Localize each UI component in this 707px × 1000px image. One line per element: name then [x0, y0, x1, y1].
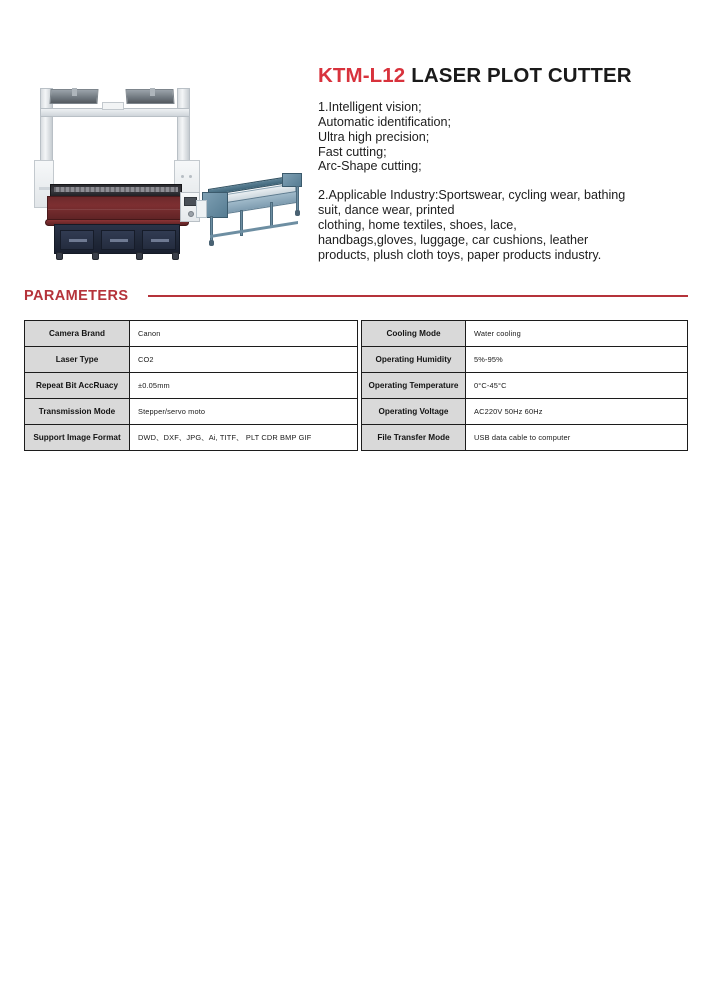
drawer-handle-icon [110, 239, 128, 242]
indicator-dot-icon [189, 175, 192, 178]
conveyor-crossbar-icon [210, 221, 298, 238]
product-images [0, 55, 310, 260]
camera-housing-icon [102, 102, 124, 110]
conveyor-leg-icon [296, 186, 299, 212]
spec-column-left [24, 320, 358, 450]
feature-line: products, plush cloth toys, paper products industry. [318, 248, 602, 263]
specifications-table [24, 320, 688, 450]
spec-label: Camera Brand [24, 320, 130, 347]
spec-label: File Transfer Mode [361, 424, 466, 451]
spec-label: Operating Humidity [361, 346, 466, 373]
drawer-icon [142, 230, 176, 250]
base-cabinet-icon [54, 224, 180, 254]
spec-label: Operating Voltage [361, 398, 466, 425]
product-info [318, 65, 698, 263]
conveyor-control-box-icon [196, 200, 207, 218]
section-divider [148, 295, 688, 297]
spec-value: CO2 [130, 346, 358, 373]
spec-column-right [358, 320, 688, 450]
caster-icon [56, 252, 63, 260]
indicator-dot-icon [181, 175, 184, 178]
spec-value: Water cooling [466, 320, 688, 347]
table-row [358, 320, 688, 347]
feature-list-primary [318, 100, 698, 175]
conveyor-caster-icon [295, 210, 300, 216]
laser-plot-cutter-photo [34, 88, 200, 240]
parameters-header [24, 286, 688, 306]
product-name: LASER PLOT CUTTER [411, 64, 632, 87]
feature-list-applications [318, 188, 698, 263]
table-row [358, 346, 688, 373]
spec-value: USB data cable to computer [466, 424, 688, 451]
conveyor-tail-unit-icon [282, 173, 302, 187]
product-code: KTM-L12 [318, 64, 406, 87]
table-row [358, 424, 688, 451]
spec-label: Laser Type [24, 346, 130, 373]
table-row [358, 372, 688, 399]
feature-line: clothing, home textiles, shoes, lace, [318, 218, 517, 233]
spec-value: 5%-95% [466, 346, 688, 373]
drawer-handle-icon [151, 239, 169, 242]
drawer-handle-icon [69, 239, 87, 242]
table-row [24, 372, 358, 399]
lamp-mount-right-icon [150, 88, 155, 96]
drawer-icon [101, 230, 135, 250]
spec-label: Transmission Mode [24, 398, 130, 425]
feature-line: Fast cutting; [318, 144, 387, 159]
feature-line: 1.Intelligent vision; [318, 99, 422, 114]
conveyor-feeder-photo [196, 140, 310, 245]
table-row [358, 398, 688, 425]
parameters-section [24, 286, 688, 306]
table-row [24, 424, 358, 451]
caster-icon [136, 252, 143, 260]
spec-value: DWD、DXF、JPG、Ai, TITF、 PLT CDR BMP GIF [130, 424, 358, 451]
spec-value: Stepper/servo moto [130, 398, 358, 425]
spec-value: Canon [130, 320, 358, 347]
feature-line: Arc-Shape cutting; [318, 159, 422, 174]
page-title [318, 65, 698, 88]
feature-line: handbags,gloves, luggage, car cushions, leather [318, 233, 589, 248]
spec-label: Support Image Format [24, 424, 130, 451]
spec-label: Repeat Bit AccRuacy [24, 372, 130, 399]
spec-label: Operating Temperature [361, 372, 466, 399]
caster-icon [92, 252, 99, 260]
parameters-title: PARAMETERS [24, 288, 129, 304]
conveyor-caster-icon [209, 240, 214, 246]
table-row [24, 398, 358, 425]
caster-icon [172, 252, 179, 260]
table-row [24, 320, 358, 347]
spec-value: ±0.05mm [130, 372, 358, 399]
feature-line: Ultra high precision; [318, 129, 430, 144]
feature-line: Automatic identification; [318, 114, 452, 129]
lamp-mount-left-icon [72, 88, 77, 96]
cutting-bed-rail-icon [54, 187, 178, 192]
spec-value: AC220V 50Hz 60Hz [466, 398, 688, 425]
drawer-icon [60, 230, 94, 250]
spec-label: Cooling Mode [361, 320, 466, 347]
feature-line: suit, dance wear, printed [318, 203, 455, 218]
table-row [24, 346, 358, 373]
conveyor-leg-icon [210, 216, 213, 242]
feature-line: 2.Applicable Industry:Sportswear, cycling wear, bathing [318, 188, 626, 203]
spec-value: 0°C-45°C [466, 372, 688, 399]
control-knob-icon [188, 211, 194, 217]
